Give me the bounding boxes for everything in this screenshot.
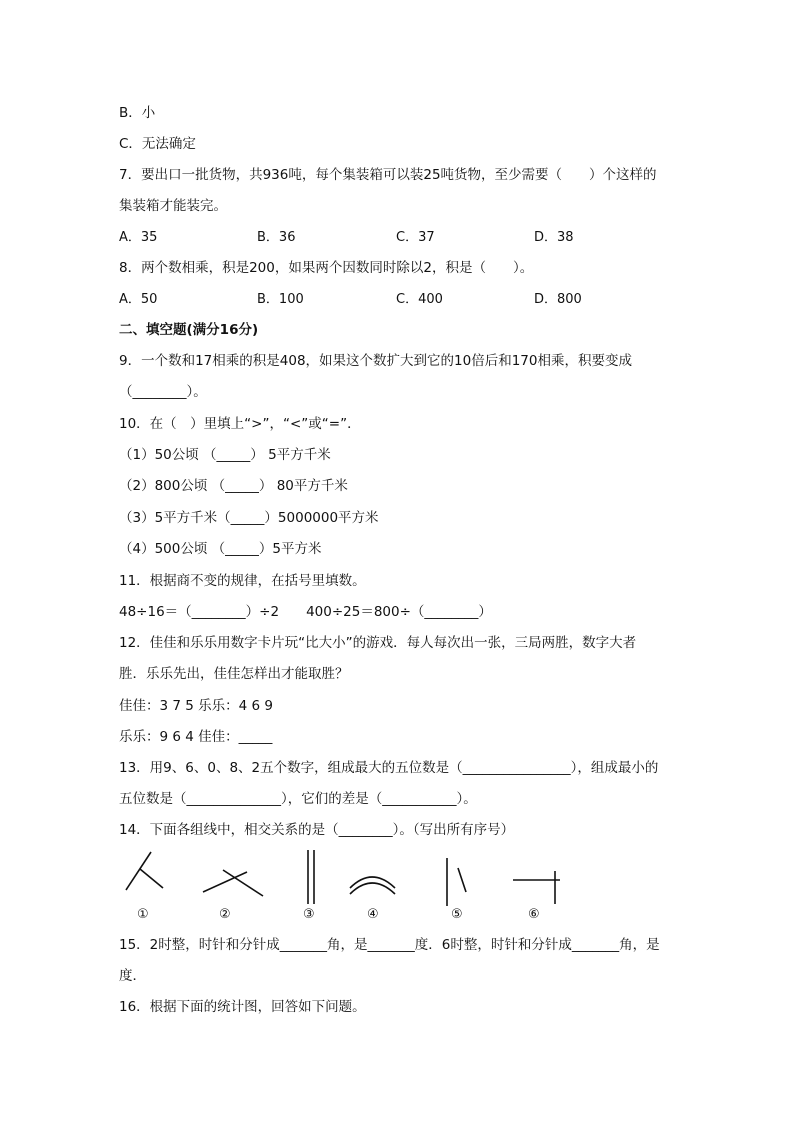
question-13-line1: 13．用9、6、0、8、2五个数字，组成最大的五位数是（________________），组成最小的 [119, 760, 659, 776]
question-11: 11．根据商不变的规律，在括号里填数。 [119, 573, 366, 589]
figure-label: ⑤ [451, 907, 463, 922]
question-13-line2: 五位数是（______________），它们的差是（___________）。 [119, 791, 477, 807]
option-b: B．100 [257, 292, 304, 307]
question-10-item1: （1）50公顷 （_____） 5平方千米 [119, 447, 331, 463]
question-16: 16．根据下面的统计图，回答如下问题。 [119, 999, 366, 1015]
section-heading: 二、填空题(满分16分) [119, 322, 259, 338]
parallel-curves-icon [347, 846, 399, 906]
question-14: 14．下面各组线中，相交关系的是（________）。（写出所有序号） [119, 822, 515, 838]
question-7-line1: 7．要出口一批货物，共936吨，每个集装箱可以装25吨货物，至少需要（ ）个这样的 [119, 167, 657, 183]
option-d: D．38 [534, 230, 574, 245]
question-9-line1: 9．一个数和17相乘的积是408，如果这个数扩大到它的10倍后和170相乘，积要变成 [119, 353, 632, 369]
figure-4 [347, 846, 399, 922]
figure-label: ③ [303, 907, 315, 922]
non-crossing-lines-icon [441, 846, 481, 906]
question-12-line3: 佳佳：3 7 5 乐乐：4 6 9 [119, 698, 273, 714]
figure-label: ⑥ [528, 907, 540, 922]
question-15-line1: 15．2时整，时针和分针成_______角，是_______度．6时整，时针和分针成_______角，是 [119, 937, 660, 953]
question-10-item2: （2）800公顷 （_____） 80平方千米 [119, 478, 348, 494]
option-a: A．50 [119, 292, 158, 307]
question-12-line2: 胜．乐乐先出，佳佳怎样出才能取胜？ [119, 666, 349, 682]
question-7-line2: 集装箱才能装完。 [119, 198, 227, 214]
option-c-text: C．无法确定 [119, 136, 196, 152]
intersecting-lines-icon [119, 846, 169, 906]
option-a: A．35 [119, 230, 158, 245]
question-11-equation: 48÷16＝（________）÷2 400÷25＝800÷（________） [119, 604, 492, 620]
option-b: B．36 [257, 230, 296, 245]
question-9-line2: （________）。 [119, 384, 207, 400]
option-c: C．37 [396, 230, 435, 245]
figure-3 [299, 846, 323, 922]
line-figures [119, 846, 579, 926]
figure-1 [119, 846, 169, 922]
question-15-line2: 度． [119, 968, 146, 984]
parallel-lines-icon [299, 846, 323, 906]
option-b-text: B．小 [119, 105, 156, 121]
question-12-line1: 12．佳佳和乐乐用数字卡片玩“比大小”的游戏．每人每次出一张，三局两胜，数字大者 [119, 635, 637, 651]
figure-5 [441, 846, 481, 922]
crossing-lines-icon [201, 846, 267, 906]
figure-label: ② [219, 907, 231, 922]
question-10-item4: （4）500公顷 （_____）5平方米 [119, 541, 322, 557]
perpendicular-lines-icon [512, 846, 562, 906]
figure-label: ① [137, 907, 149, 922]
option-c: C．400 [396, 292, 443, 307]
figure-2 [201, 846, 267, 922]
question-8: 8．两个数相乘，积是200，如果两个因数同时除以2，积是（ ）。 [119, 260, 534, 276]
question-10-item3: （3）5平方千米（_____）5000000平方米 [119, 510, 379, 526]
option-d: D．800 [534, 292, 582, 307]
question-10: 10．在（ ）里填上“>”，“<”或“=”． [119, 416, 361, 432]
figure-6 [512, 846, 562, 922]
question-12-line4: 乐乐：9 6 4 佳佳：_____ [119, 729, 273, 745]
figure-label: ④ [367, 907, 379, 922]
